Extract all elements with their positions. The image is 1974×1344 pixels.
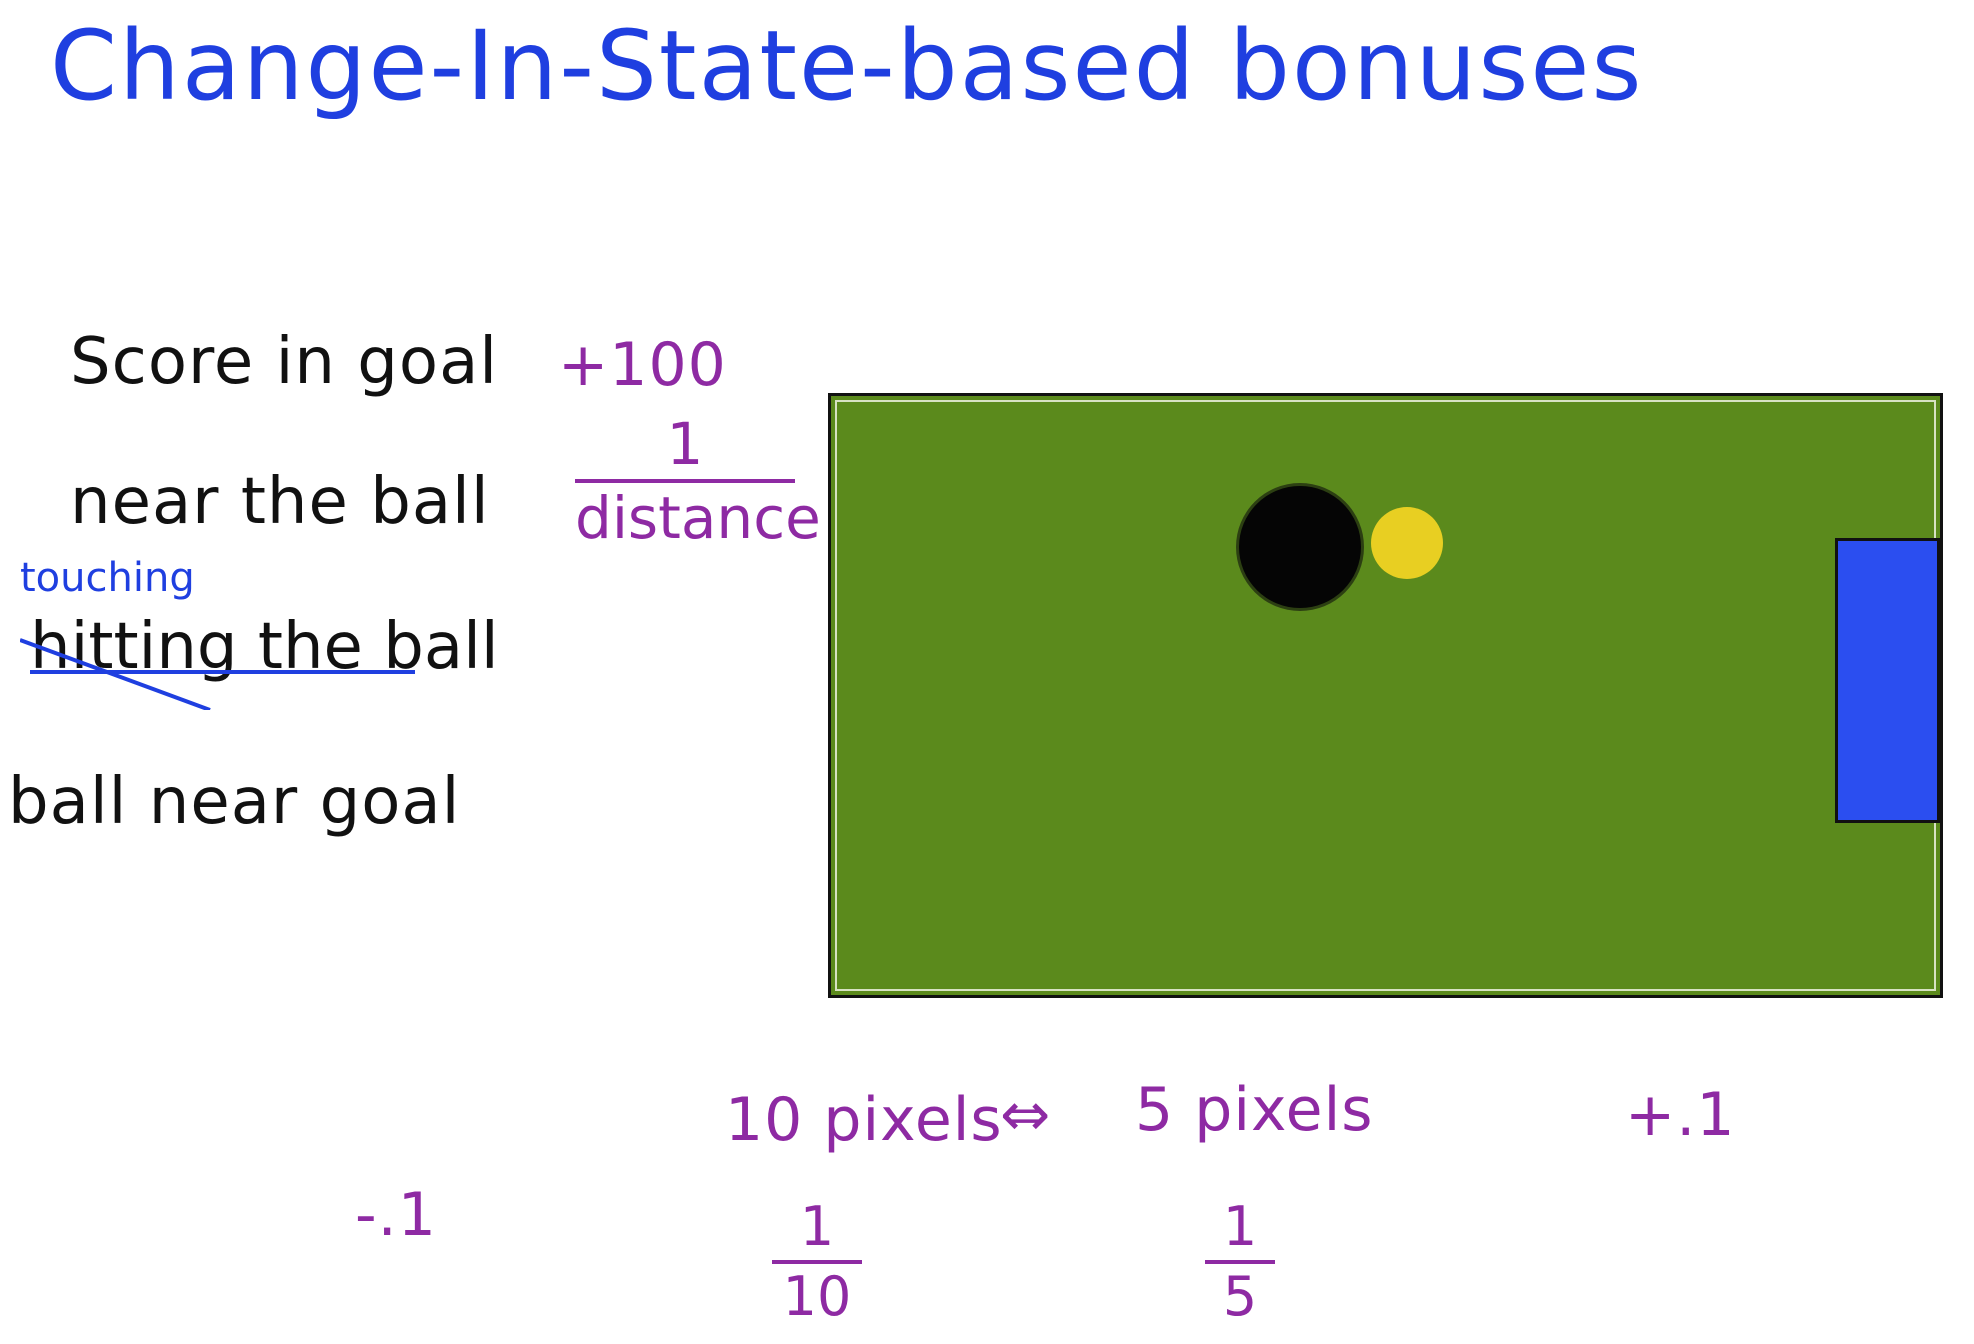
hitting-ball-label: hitting the ball	[30, 610, 499, 684]
soccer-ball	[1371, 507, 1443, 579]
score-in-goal-label: Score in goal	[70, 325, 499, 399]
score-bonus-value: +100	[558, 330, 727, 400]
minus-point-one-note: -.1	[355, 1180, 437, 1250]
ten-pixels-note: 10 pixels	[725, 1085, 1003, 1155]
goal-area	[1835, 538, 1940, 823]
fraction-bar	[575, 479, 795, 483]
fraction-numerator: 1	[1222, 1195, 1258, 1258]
fraction-bar	[772, 1260, 862, 1264]
touching-correction: touching	[20, 555, 195, 601]
one-tenth-fraction	[772, 1195, 862, 1328]
soccer-field	[828, 393, 1943, 998]
near-ball-bonus-fraction	[575, 410, 821, 552]
fraction-numerator: 1	[666, 410, 704, 478]
near-ball-label: near the ball	[70, 465, 490, 539]
plus-point-one-note: +.1	[1625, 1080, 1736, 1150]
fraction-denominator: 10	[782, 1265, 852, 1328]
fraction-denominator: distance	[575, 484, 821, 552]
ball-near-goal-label: ball near goal	[8, 765, 461, 839]
field-boundary-line	[835, 400, 1936, 991]
one-fifth-fraction	[1205, 1195, 1275, 1328]
fraction-numerator: 1	[799, 1195, 835, 1258]
robot-player	[1239, 486, 1361, 608]
hitting-the-ball-struck	[20, 600, 499, 710]
fraction-denominator: 5	[1222, 1265, 1258, 1328]
double-arrow-icon: ⇔	[1000, 1080, 1052, 1150]
fraction-bar	[1205, 1260, 1275, 1264]
strike-through-lines	[20, 600, 480, 710]
five-pixels-note: 5 pixels	[1135, 1075, 1374, 1145]
strike-diagonal	[20, 640, 210, 710]
page-title: Change-In-State-based bonuses	[50, 10, 1644, 122]
